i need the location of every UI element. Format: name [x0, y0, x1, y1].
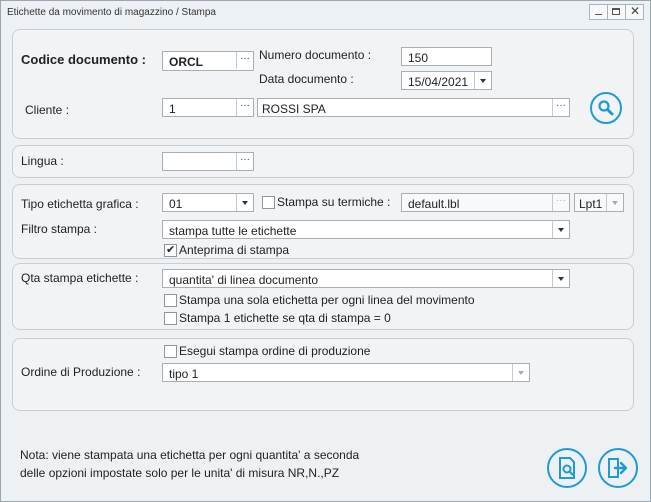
exit-icon	[600, 450, 636, 486]
note-line-1: Nota: viene stampata una etichetta per ogni quantita' a seconda	[20, 448, 360, 462]
ordine-produzione-select[interactable]	[162, 363, 530, 382]
cliente-name-lookup-button[interactable]: ···	[552, 99, 569, 116]
tipo-etichetta-value: 01	[169, 197, 183, 211]
window-title: Etichette da movimento di magazzino / Stampa	[7, 7, 216, 18]
codice-documento-field[interactable]	[162, 51, 254, 71]
stampa-una-etichetta-label: Stampa una sola etichetta per ogni linea del movimento	[179, 293, 475, 307]
stampa-una-etichetta-checkbox[interactable]	[164, 294, 177, 307]
filtro-stampa-select[interactable]	[162, 220, 570, 239]
filtro-stampa-label: Filtro stampa :	[21, 222, 98, 236]
cliente-lookup-button[interactable]: ···	[236, 99, 253, 116]
produzione-panel	[12, 338, 634, 411]
exit-button[interactable]	[598, 448, 638, 488]
codice-documento-value: ORCL	[169, 55, 203, 69]
anteprima-label: Anteprima di stampa	[179, 243, 290, 257]
search-icon	[592, 94, 620, 122]
minimize-icon	[595, 14, 602, 15]
lingua-lookup-button[interactable]: ···	[236, 153, 253, 170]
print-preview-icon	[549, 450, 585, 486]
maximize-icon	[612, 8, 620, 15]
qta-stampa-label: Qta stampa etichette :	[21, 271, 139, 285]
filtro-stampa-dropdown-button[interactable]	[552, 221, 569, 238]
qta-stampa-select[interactable]	[162, 269, 570, 288]
data-documento-value: 15/04/2021	[408, 75, 469, 89]
close-icon: ✕	[630, 4, 641, 18]
numero-documento-field[interactable]	[401, 47, 492, 66]
esegui-stampa-checkbox[interactable]	[164, 345, 177, 358]
window-controls	[589, 4, 644, 20]
stampa-1-etichette-checkbox[interactable]	[164, 312, 177, 325]
document-panel	[12, 29, 634, 139]
cliente-name-field[interactable]	[257, 98, 570, 117]
tipo-etichetta-select[interactable]	[162, 193, 254, 212]
lingua-panel	[12, 145, 634, 178]
codice-documento-label: Codice documento :	[21, 52, 146, 67]
codice-lookup-button[interactable]: ···	[236, 52, 253, 69]
numero-documento-label: Numero documento :	[259, 48, 372, 62]
print-preview-button[interactable]	[547, 448, 587, 488]
ordine-produzione-value: tipo 1	[169, 367, 199, 381]
data-documento-field[interactable]	[401, 71, 492, 90]
qta-stampa-value: quantita' di linea documento	[169, 273, 319, 287]
stampa-termiche-checkbox[interactable]	[262, 196, 275, 209]
label-file-lookup-button[interactable]: ···	[552, 194, 569, 211]
anteprima-checkbox[interactable]	[164, 244, 177, 257]
date-dropdown-button[interactable]	[474, 72, 491, 89]
cliente-code-field[interactable]	[162, 98, 254, 117]
tipo-etichetta-label: Tipo etichetta grafica :	[21, 197, 139, 211]
print-options-panel	[12, 184, 634, 259]
title-bar	[1, 1, 650, 25]
note-line-2: delle opzioni impostate solo per le unita' di misura NR,N.,PZ	[20, 466, 340, 480]
ordine-produzione-dropdown-button[interactable]	[512, 364, 529, 381]
minimize-button[interactable]	[590, 5, 607, 19]
maximize-button[interactable]	[607, 5, 625, 19]
data-documento-label: Data documento :	[259, 72, 354, 86]
esegui-stampa-label: Esegui stampa ordine di produzione	[179, 344, 371, 358]
qta-panel	[12, 263, 634, 330]
cliente-code-value: 1	[169, 102, 176, 116]
cliente-label: Cliente :	[25, 103, 70, 117]
stampa-1-etichette-label: Stampa 1 etichette se qta di stampa = 0	[179, 311, 391, 325]
filtro-stampa-value: stampa tutte le etichette	[169, 224, 297, 238]
ordine-produzione-label: Ordine di Produzione :	[21, 365, 141, 379]
numero-documento-value: 150	[408, 51, 429, 65]
search-button[interactable]	[590, 92, 622, 124]
port-dropdown-button[interactable]	[606, 194, 623, 211]
cliente-name-value: ROSSI SPA	[262, 102, 326, 116]
port-value: Lpt1	[579, 197, 603, 211]
qta-stampa-dropdown-button[interactable]	[552, 270, 569, 287]
label-file-field[interactable]	[401, 193, 570, 212]
close-button[interactable]	[625, 5, 643, 19]
stampa-termiche-label: Stampa su termiche :	[277, 195, 391, 209]
port-select[interactable]	[574, 193, 624, 212]
lingua-label: Lingua :	[21, 154, 64, 168]
tipo-etichetta-dropdown-button[interactable]	[236, 194, 253, 211]
lingua-field[interactable]	[162, 152, 254, 171]
label-file-value: default.lbl	[408, 197, 460, 211]
